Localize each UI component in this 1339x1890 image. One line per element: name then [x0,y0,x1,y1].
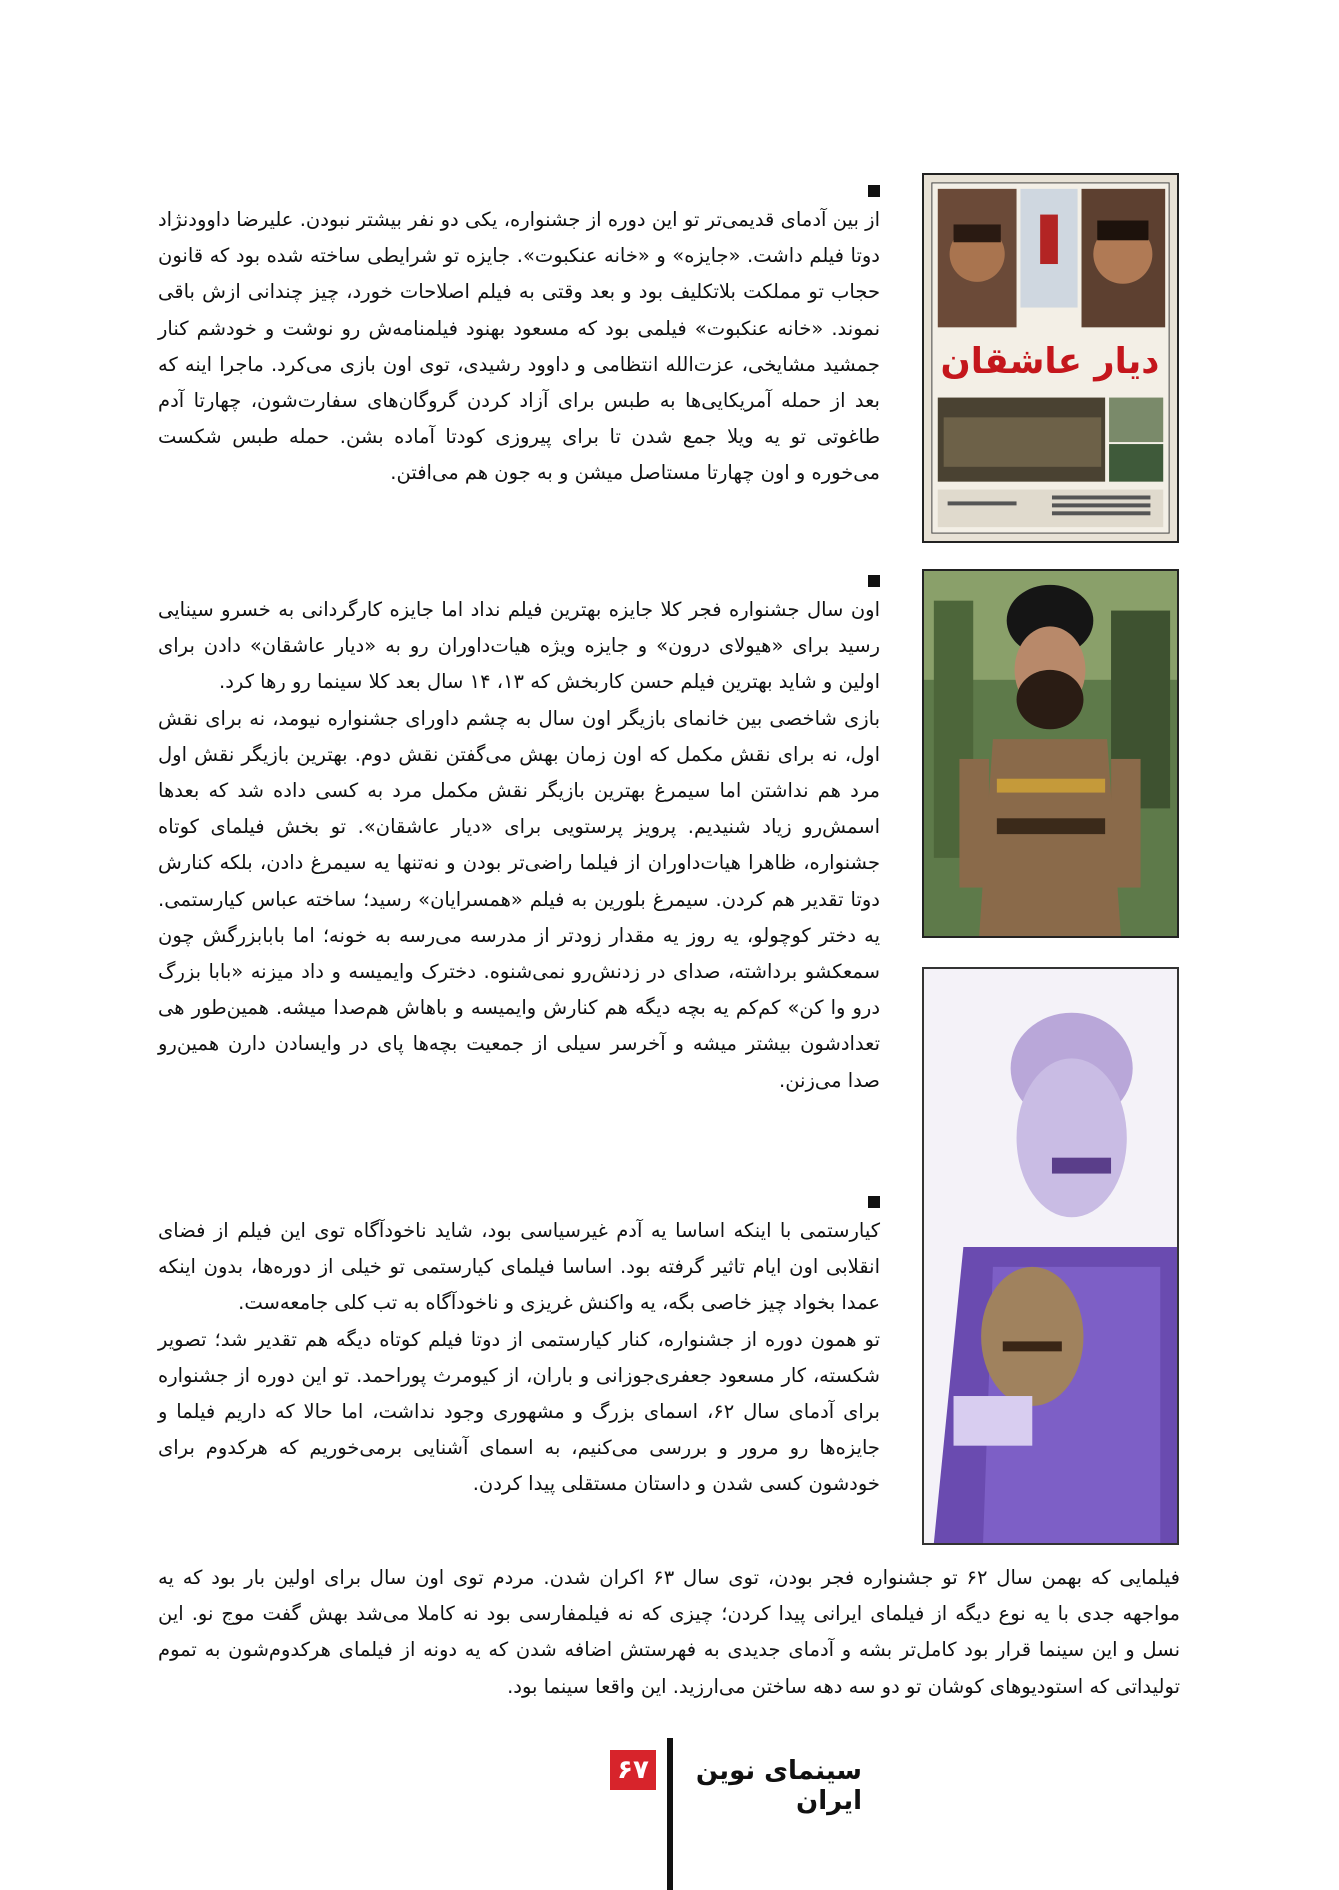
illustration-image [922,967,1179,1545]
paragraph: از بین آدمای قدیمی‌تر تو این دوره از جشنواره، یکی دو نفر بیشتر نبودن. علیرضا داوودنژاد دوتا فیلم داشت. «جایزه» و «خانه عنکبوت». جایزه تو شرایطی ساخته شده بود که قانون حجاب تو مملکت بلاتکلیف بود و بعد وقتی به فیلم اصلاحات خورد، چیز چندانی ازش باقی نموند. «خانه عنکبوت» فیلمی بود که مسعود بهنود فیلمنامه‌ش رو نوشت و خودشم کنار جمشید مشایخی، عزت‌الله انتظامی و داوود رشیدی، توی اون بازی می‌کرد. ماجرا اینه که بعد از حمله آمریکایی‌ها به طبس برای آزاد کردن گروگان‌های سفارت‌شون، چهارتا آدم طاغوتی تو یه ویلا جمع شدن تا برای پیروزی کودتا آماده بشن. حمله طبس شکست می‌خوره و اون چهارتا مستاصل میشن و به جون هم می‌افتن. [158,208,880,485]
paragraph: فیلمایی که بهمن سال ۶۲ تو جشنواره فجر بودن، توی سال ۶۳ اکران شدن. مردم توی اون سال برای اولین بار بود که یه مواجهه جدی با یه نوع دیگه از فیلمای ایرانی پیدا کردن؛ چیزی که نه فیلمفارسی بود نه کاملا می‌شد بهش گفت موج نو. این نسل و این سینما قرار بود کامل‌تر بشه و آدمای جدیدی به فهرستش اضافه شدن که یه دونه از فیلمای هرکدوم‌شون به تموم تولیداتی که استودیوهای کوشان تو دو سه دهه ساختن می‌ارزید. این واقعا سینما بود. [158,1566,1180,1698]
article-section-1 [158,202,880,492]
film-still-image [922,569,1179,938]
section-bullet [868,1196,880,1208]
article-section-3 [158,1213,880,1503]
page-number: ۶۷ [610,1750,656,1790]
paragraph: اون سال جشنواره فجر کلا جایزه بهترین فیلم نداد اما جایزه کارگردانی به خسرو سینایی رسید برای «هیولای درون» و جایزه ویژه هیات‌داوران رو به «دیار عاشقان» دادن برای اولین و شاید بهترین فیلم حسن کاربخش که ۱۳، ۱۴ سال بعد کلا سینما رو رها کرد. [158,598,880,694]
poster-title: دیار عاشقان [940,340,1160,382]
film-still-illustration [924,571,1177,936]
movie-poster-image [922,173,1179,543]
paragraph: تو همون دوره از جشنواره، کنار کیارستمی از دوتا فیلم کوتاه دیگه هم تقدیر شد؛ تصویر شکسته، کار مسعود جعفری‌جوزانی و باران، از کیومرث پوراحمد. تو این دوره از جشنواره برای آدمای سال ۶۲، اسمای بزرگ و مشهوری وجود نداشت، اما حالا که داریم فیلما و جایزه‌ها رو مرور و بررسی می‌کنیم، به اسمای آشنایی برمی‌خوریم که هرکدوم برای خودشون کسی شدن و داستان مستقلی پیدا کردن. [158,1327,880,1496]
mask-illustration [924,969,1177,1543]
magazine-title: سینمای نوین ایران [695,1756,862,1816]
footer-divider [667,1738,673,1890]
section-bullet [868,185,880,197]
poster-illustration [924,175,1177,541]
article-section-4 [158,1560,1180,1705]
paragraph: بازی شاخصی بین خانمای بازیگر اون سال به چشم داورای جشنواره نیومد، نه برای نقش اول، نه برای نقش مکمل که اون زمان بهش می‌گفتن نقش دوم. بهترین بازیگر نقش اول مرد هم نداشتن اما سیمرغ بهترین بازیگر نقش مکمل مرد به کسی داده شد که بعدها اسمش‌رو زیاد شنیدیم. پرویز پرستویی برای «دیار عاشقان». تو بخش فیلمای کوتاه جشنواره، ظاهرا هیات‌داوران از فیلما راضی‌تر بودن و نه‌تنها یه سیمرغ دادن، بلکه کنارش دوتا تقدیر هم کردن. سیمرغ بلورین به فیلم «همسرایان» رسید؛ ساخته عباس کیارستمی. یه دختر کوچولو، یه روز یه مقدار زودتر از مدرسه می‌رسه به خونه؛ اما بابابزرگش چون سمعکشو برداشته، صدای در زدنش‌رو نمی‌شنوه. دخترک وایمیسه و داد میزنه «بابا بزرگ درو وا کن» کم‌کم یه بچه دیگه هم کنارش وایمیسه و باهاش هم‌صدا میشه. همین‌طور هی تعدادشون بیشتر میشه و آخرسر سیلی از جمعیت بچه‌ها پای در وایسادن دارن همین‌رو صدا می‌زنن. [158,706,880,1092]
paragraph: کیارستمی با اینکه اساسا یه آدم غیرسیاسی بود، شاید ناخودآگاه توی این فیلم از فضای انقلابی اون ایام تاثیر گرفته بود. اساسا فیلمای کیارستمی تو خیلی از دوره‌ها، بدون اینکه عمدا بخواد چیز خاصی بگه، یه واکنش غریزی و ناخودآگاه به تب کلی جامعه‌ست. [158,1219,880,1315]
section-bullet [868,575,880,587]
article-section-2 [158,592,880,1099]
